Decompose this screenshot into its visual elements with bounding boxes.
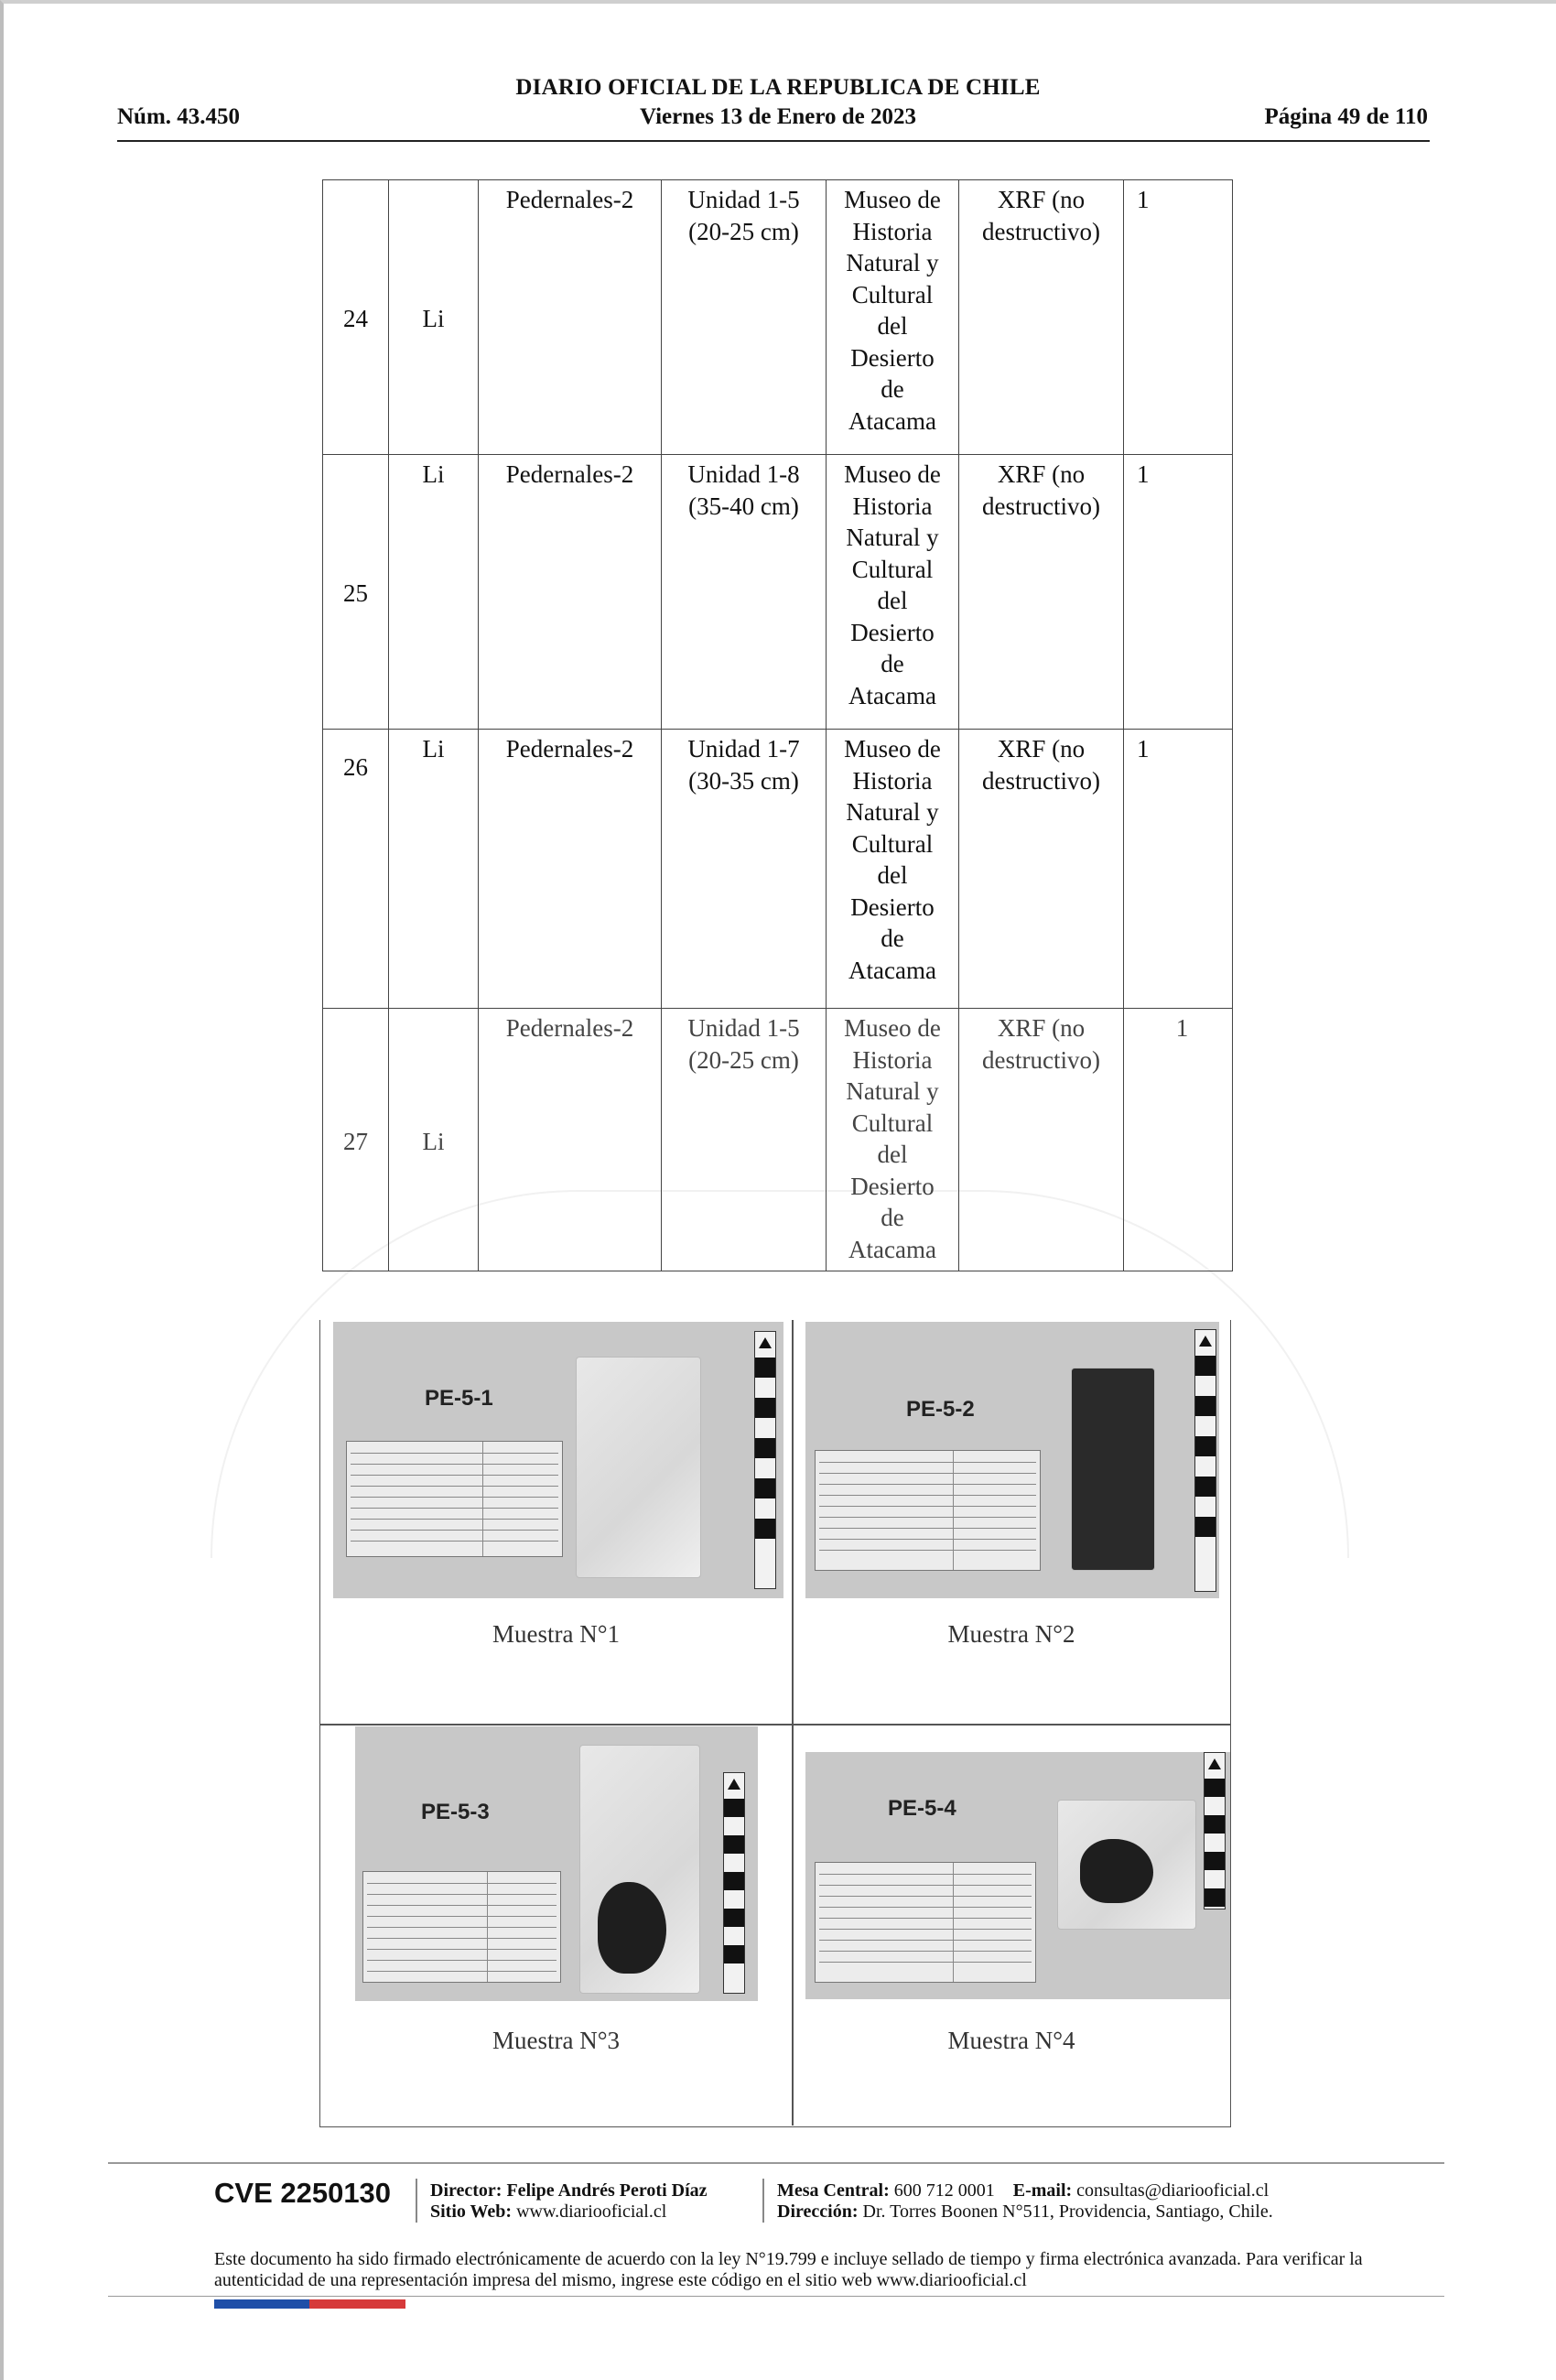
unit-line: Unidad 1-8 [687, 460, 800, 488]
phone-number: 600 712 0001 [893, 2180, 995, 2201]
label-card-image [815, 1862, 1036, 1983]
sample-code: PE-5-1 [425, 1386, 493, 1411]
sample-stone-image [1080, 1839, 1153, 1903]
analysis-line: XRF (no [997, 1014, 1086, 1042]
museum-line: de [881, 1204, 904, 1231]
sample-code: PE-5-2 [906, 1397, 975, 1422]
quantity-cell: 1 [1124, 1009, 1233, 1271]
museum-line: Historia [852, 766, 933, 795]
legal-notice: Este documento ha sido firmado electrónicamente de acuerdo con la ley N°19.799 e incluye sellado de tiempo y firma electrónica avanzada. Para verificar la autenticidad de una representación impresa del mismo, ingrese este código en el sitio web www.diariooficial.cl [214, 2249, 1363, 2290]
museum-line: Museo de [844, 735, 941, 763]
museum-line: Atacama [848, 681, 936, 709]
museum-line: Atacama [848, 406, 936, 435]
sample-photo-grid [319, 1320, 1231, 2127]
museum-line: Cultural [851, 280, 934, 308]
label-card-image [362, 1871, 561, 1983]
museum-line: Cultural [851, 1109, 934, 1137]
scale-bar-image [1194, 1329, 1216, 1592]
unit-line: Unidad 1-5 [687, 1014, 800, 1042]
material-class: Li [389, 730, 479, 1009]
website-link[interactable]: www.diariooficial.cl [516, 2202, 667, 2222]
footer-divider [762, 2179, 764, 2223]
material-class: Li [389, 180, 479, 455]
analysis-cell [959, 730, 1124, 1009]
row-number: 27 [323, 1009, 389, 1271]
museum-line: Natural y [846, 798, 939, 826]
footer-rule [108, 2296, 1444, 2297]
depth-line: (20-25 cm) [688, 1045, 799, 1074]
flag-stripe-red [309, 2299, 405, 2309]
sample-photo-4 [805, 1752, 1230, 1999]
sample-cell-3 [320, 1725, 792, 2126]
depth-line: (30-35 cm) [688, 766, 799, 795]
issue-date: Viernes 13 de Enero de 2023 [639, 104, 917, 129]
analysis-cell [959, 180, 1124, 455]
sample-cell-2 [793, 1320, 1230, 1724]
museum-line: de [881, 650, 904, 677]
unit-cell [662, 1009, 827, 1271]
footer-divider [416, 2179, 417, 2223]
museum-line: Natural y [846, 524, 939, 551]
museum-line: Historia [852, 1045, 933, 1074]
material-class: Li [389, 455, 479, 730]
analysis-line: XRF (no [997, 186, 1086, 213]
footer-rule [108, 2162, 1444, 2164]
row-number: 26 [323, 730, 389, 1009]
sample-photo-1 [333, 1322, 783, 1598]
analysis-line: destructivo) [982, 492, 1100, 520]
museum-line: Desierto [850, 343, 935, 372]
museum-line: del [877, 1141, 908, 1168]
analysis-line: XRF (no [997, 460, 1086, 488]
sample-cell-4 [793, 1725, 1230, 2126]
scale-bar-image [1204, 1752, 1226, 1909]
museum-line: Museo de [844, 1014, 941, 1042]
analysis-cell [959, 455, 1124, 730]
museum-line: Historia [852, 492, 933, 520]
issue-number: Núm. 43.450 [117, 104, 241, 129]
unit-cell [662, 180, 827, 455]
sample-bag-image [1071, 1368, 1155, 1571]
museum-line: Desierto [850, 1172, 935, 1200]
museum-cell [827, 455, 959, 730]
quantity-cell: 1 [1124, 455, 1233, 730]
analysis-line: destructivo) [982, 217, 1100, 245]
material-class: Li [389, 1009, 479, 1271]
row-number: 24 [323, 180, 389, 455]
museum-line: Desierto [850, 892, 935, 921]
table-row [323, 180, 1233, 455]
address-label: Dirección: [777, 2202, 859, 2222]
site-cell: Pedernales-2 [479, 455, 662, 730]
analysis-line: destructivo) [982, 1045, 1100, 1074]
museum-line: Cultural [851, 555, 934, 583]
unit-line: Unidad 1-5 [687, 186, 800, 213]
depth-line: (20-25 cm) [688, 217, 799, 245]
row-number: 25 [323, 455, 389, 730]
museum-line: del [877, 861, 908, 889]
museum-line: Cultural [851, 829, 934, 858]
sample-caption: Muestra N°2 [947, 1620, 1075, 1648]
scale-bar-image [754, 1331, 776, 1589]
museum-line: del [877, 312, 908, 340]
sample-stone-image [598, 1882, 666, 1974]
unit-cell [662, 455, 827, 730]
site-cell: Pedernales-2 [479, 730, 662, 1009]
address-text: Dr. Torres Boonen N°511, Providencia, Santiago, Chile. [862, 2202, 1273, 2222]
unit-line: Unidad 1-7 [687, 735, 800, 763]
depth-line: (35-40 cm) [688, 492, 799, 520]
scale-bar-image [723, 1772, 745, 1994]
label-card-image [346, 1441, 563, 1557]
museum-line: Atacama [848, 1235, 936, 1263]
flag-stripe-blue [214, 2299, 309, 2309]
site-cell: Pedernales-2 [479, 180, 662, 455]
table-row [323, 455, 1233, 730]
sample-cell-1 [320, 1320, 792, 1724]
museum-line: Atacama [848, 956, 936, 984]
museum-line: Natural y [846, 249, 939, 276]
analysis-line: destructivo) [982, 766, 1100, 795]
sample-caption: Muestra N°1 [492, 1620, 621, 1648]
museum-line: Museo de [844, 186, 941, 213]
phone-label: Mesa Central: [777, 2180, 890, 2201]
sample-bag-image [576, 1357, 701, 1578]
quantity-cell: 1 [1124, 730, 1233, 1009]
director-label: Director: [430, 2180, 502, 2201]
museum-line: Historia [852, 217, 933, 245]
samples-table [322, 179, 1233, 1271]
sample-caption: Muestra N°4 [947, 2027, 1075, 2054]
email-label: E-mail: [1012, 2180, 1073, 2201]
newspaper-title: DIARIO OFICIAL DE LA REPUBLICA DE CHILE [515, 75, 1041, 100]
sample-photo-3 [355, 1726, 758, 2001]
website-label: Sitio Web: [430, 2202, 513, 2222]
cve-code: CVE 2250130 [214, 2177, 392, 2209]
sample-caption: Muestra N°3 [492, 2027, 621, 2054]
analysis-line: XRF (no [997, 735, 1086, 763]
table-row [323, 730, 1233, 1009]
museum-line: Natural y [846, 1077, 939, 1105]
museum-cell [827, 1009, 959, 1271]
museum-line: Desierto [850, 618, 935, 646]
museum-line: Museo de [844, 460, 941, 488]
footer-contact-block [777, 2180, 1273, 2223]
page-indicator: Página 49 de 110 [1264, 104, 1428, 129]
analysis-cell [959, 1009, 1124, 1271]
sample-photo-2 [805, 1322, 1219, 1598]
quantity-cell: 1 [1124, 180, 1233, 455]
site-cell: Pedernales-2 [479, 1009, 662, 1271]
museum-cell [827, 180, 959, 455]
museum-line: del [877, 587, 908, 614]
email-link[interactable]: consultas@diariooficial.cl [1076, 2180, 1270, 2201]
museum-line: de [881, 375, 904, 403]
table-row [323, 1009, 1233, 1271]
sample-code: PE-5-3 [421, 1800, 490, 1824]
footer-director-block [430, 2180, 708, 2223]
sample-code: PE-5-4 [888, 1796, 956, 1821]
director-name: Felipe Andrés Peroti Díaz [506, 2180, 708, 2201]
header-rule [117, 140, 1430, 142]
museum-line: de [881, 925, 904, 952]
museum-cell [827, 730, 959, 1009]
label-card-image [815, 1450, 1041, 1571]
unit-cell [662, 730, 827, 1009]
